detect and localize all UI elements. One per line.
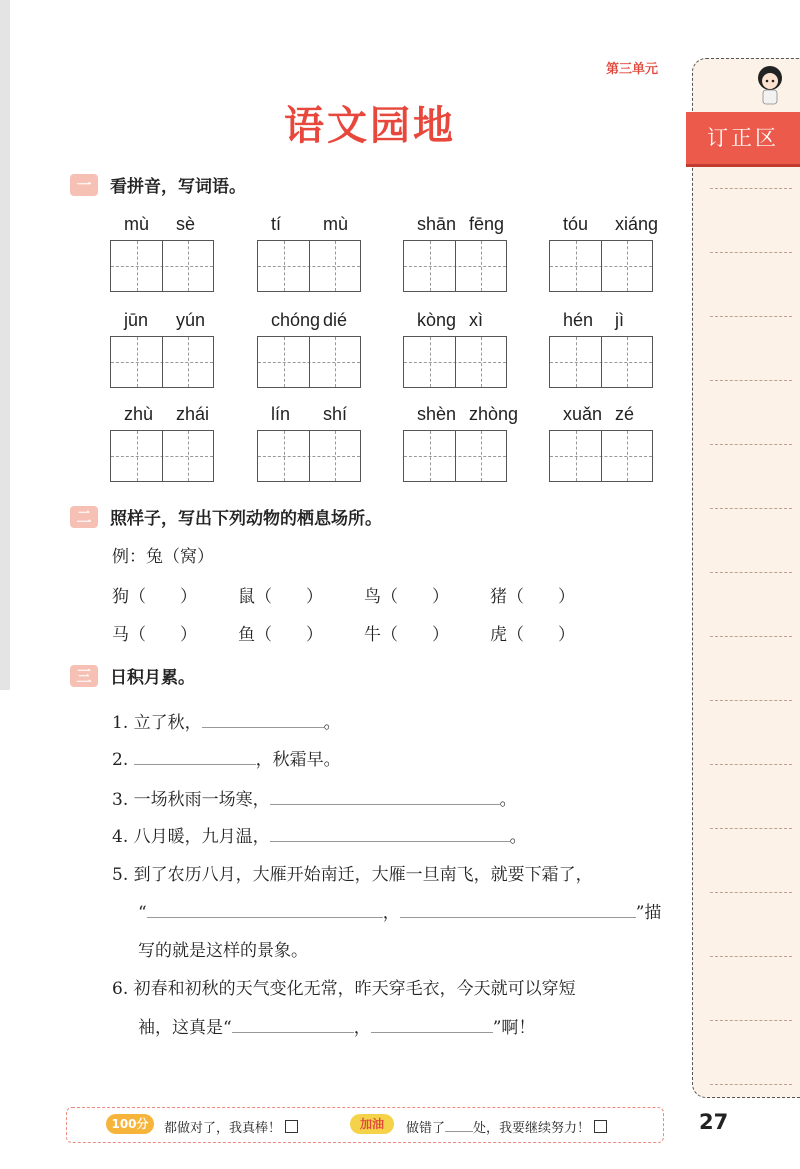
tianzige-writing-box[interactable] [257, 336, 361, 388]
question-5 [112, 860, 593, 885]
tianzige-writing-box[interactable] [403, 240, 507, 292]
correction-line [710, 636, 792, 637]
pinyin-syllable: shān [417, 214, 457, 234]
close-paren: ） [306, 625, 323, 645]
animal-name: 虎（ [490, 625, 524, 645]
question-6-suffix: ”啊！ [492, 1018, 536, 1038]
animal-item [490, 582, 575, 607]
question-2 [112, 745, 341, 770]
animal-item [490, 620, 575, 645]
correction-area[interactable] [692, 58, 800, 1098]
correction-line [710, 572, 792, 573]
comma: ， [353, 1018, 371, 1038]
cheer-badge: 加油 [350, 1114, 394, 1134]
question-4-number: 4. [112, 827, 129, 847]
animal-name: 鼠（ [238, 587, 272, 607]
tianzige-writing-box[interactable] [403, 336, 507, 388]
footer-all-correct [164, 1117, 298, 1136]
question-6-text: 初春和初秋的天气变化无常，昨天穿毛衣，今天就可以穿短 [133, 979, 576, 999]
question-3-end: 。 [499, 790, 517, 810]
close-paren: ） [558, 625, 575, 645]
animal-name: 猪（ [490, 587, 524, 607]
correction-line [710, 188, 792, 189]
footer-mistakes [406, 1117, 607, 1136]
checkbox-all-correct[interactable] [285, 1120, 298, 1133]
correction-line [710, 508, 792, 509]
page-title: 语文园地 [284, 103, 456, 149]
perfect-score-badge: 100分 [106, 1114, 154, 1134]
pinyin-syllable: jì [615, 310, 624, 330]
question-1-text: 立了秋， [133, 713, 202, 733]
close-paren: ） [432, 625, 449, 645]
tianzige-writing-box[interactable] [110, 430, 214, 482]
unit-label: 第三单元 [606, 62, 659, 77]
mistakes-prefix: 做错了 [406, 1121, 446, 1136]
question-6 [112, 974, 576, 999]
section-2-heading [70, 504, 382, 529]
question-2-text: ，秋霜早。 [255, 750, 341, 770]
tianzige-writing-box[interactable] [549, 336, 653, 388]
close-quote: ”描 [635, 903, 662, 923]
question-2-number: 2. [112, 750, 129, 770]
all-correct-text: 都做对了，我真棒！ [164, 1121, 282, 1136]
correction-line [710, 380, 792, 381]
answer-blank[interactable] [400, 916, 636, 918]
question-5-line-2 [138, 898, 661, 923]
pinyin-syllable: lín [271, 404, 291, 424]
correction-line [710, 444, 792, 445]
animal-name: 牛（ [364, 625, 398, 645]
pinyin-syllable: xiáng [615, 214, 659, 234]
section-2-badge: 二 [70, 506, 98, 528]
pinyin-syllable: sè [176, 214, 196, 234]
animal-name: 鸟（ [364, 587, 398, 607]
correction-line [710, 700, 792, 701]
pinyin-syllable: xì [469, 310, 484, 330]
pinyin-syllable: zhù [124, 404, 154, 424]
correction-line [710, 1084, 792, 1085]
animal-item [112, 582, 197, 607]
correction-line [710, 828, 792, 829]
close-paren: ） [558, 587, 575, 607]
pinyin-syllable: tóu [563, 214, 589, 234]
question-4-text: 八月暖，九月温， [133, 827, 270, 847]
pinyin-syllable: fēng [469, 214, 505, 234]
tianzige-writing-box[interactable] [549, 240, 653, 292]
pinyin-syllable: shèn [417, 404, 457, 424]
question-4 [112, 822, 527, 847]
correction-line [710, 764, 792, 765]
comma: ， [382, 903, 400, 923]
question-3-number: 3. [112, 790, 129, 810]
question-5-line-3: 写的就是这样的景象。 [138, 941, 308, 961]
checkbox-keep-trying[interactable] [594, 1120, 607, 1133]
pinyin-syllable: hén [563, 310, 594, 330]
pinyin-syllable: shí [323, 404, 348, 424]
pinyin-syllable: zé [615, 404, 635, 424]
answer-blank[interactable] [232, 1031, 354, 1033]
tianzige-writing-box[interactable] [110, 240, 214, 292]
section-1-title: 看拼音，写词语。 [110, 177, 246, 197]
correction-line [710, 316, 792, 317]
mistake-count-blank[interactable] [445, 1130, 473, 1132]
tianzige-writing-box[interactable] [110, 336, 214, 388]
answer-blank[interactable] [270, 840, 510, 842]
pinyin-syllable: chóng [271, 310, 321, 330]
correction-line [710, 252, 792, 253]
question-6-line-2 [138, 1013, 535, 1038]
animal-item [364, 620, 449, 645]
section-3-title: 日积月累。 [110, 668, 195, 688]
question-1-number: 1. [112, 713, 129, 733]
animal-name: 狗（ [112, 587, 146, 607]
tianzige-writing-box[interactable] [257, 240, 361, 292]
correction-line [710, 892, 792, 893]
animal-name: 鱼（ [238, 625, 272, 645]
tianzige-writing-box[interactable] [403, 430, 507, 482]
question-1 [112, 708, 341, 733]
pinyin-syllable: zhòng [469, 404, 519, 424]
pinyin-syllable: jūn [124, 310, 149, 330]
close-paren: ） [180, 625, 197, 645]
question-6-number: 6. [112, 979, 129, 999]
example-text: 例：兔（窝） [112, 547, 214, 567]
tianzige-writing-box[interactable] [257, 430, 361, 482]
correction-line [710, 956, 792, 957]
tianzige-writing-box[interactable] [549, 430, 653, 482]
correction-line [710, 1020, 792, 1021]
answer-blank[interactable] [202, 726, 324, 728]
close-paren: ） [306, 587, 323, 607]
question-4-end: 。 [509, 827, 527, 847]
question-3 [112, 785, 517, 810]
close-paren: ） [432, 587, 449, 607]
mistakes-suffix: 处，我要继续努力！ [473, 1121, 591, 1136]
close-paren: ） [180, 587, 197, 607]
question-6-prefix: 袖，这真是“ [138, 1018, 232, 1038]
answer-blank[interactable] [270, 803, 500, 805]
animal-name: 马（ [112, 625, 146, 645]
section-1-heading [70, 172, 246, 197]
section-3-badge: 三 [70, 665, 98, 687]
pinyin-syllable: yún [176, 310, 206, 330]
question-5-text: 到了农历八月，大雁开始南迁，大雁一旦南飞，就要下霜了， [133, 865, 593, 885]
section-2-title: 照样子，写出下列动物的栖息场所。 [110, 509, 382, 529]
correction-label: 订正区 [686, 112, 800, 164]
page-number: 27 [699, 1110, 729, 1134]
animal-item [238, 582, 323, 607]
question-5-number: 5. [112, 865, 129, 885]
pinyin-syllable: kòng [417, 310, 457, 330]
answer-blank[interactable] [134, 763, 256, 765]
section-1-badge: 一 [70, 174, 98, 196]
section-3-heading [70, 663, 195, 688]
animal-item [238, 620, 323, 645]
question-3-text: 一场秋雨一场寒， [133, 790, 270, 810]
answer-blank[interactable] [371, 1031, 493, 1033]
pinyin-syllable: mù [124, 214, 150, 234]
question-1-end: 。 [323, 713, 341, 733]
answer-blank[interactable] [147, 916, 383, 918]
animal-item [364, 582, 449, 607]
pinyin-syllable: tí [271, 214, 282, 234]
pinyin-syllable: dié [323, 310, 348, 330]
open-quote: “ [138, 903, 147, 923]
pinyin-syllable: zhái [176, 404, 210, 424]
cartoon-girl-icon [752, 64, 788, 106]
pinyin-syllable: xuǎn [563, 404, 603, 424]
animal-item [112, 620, 197, 645]
pinyin-syllable: mù [323, 214, 349, 234]
